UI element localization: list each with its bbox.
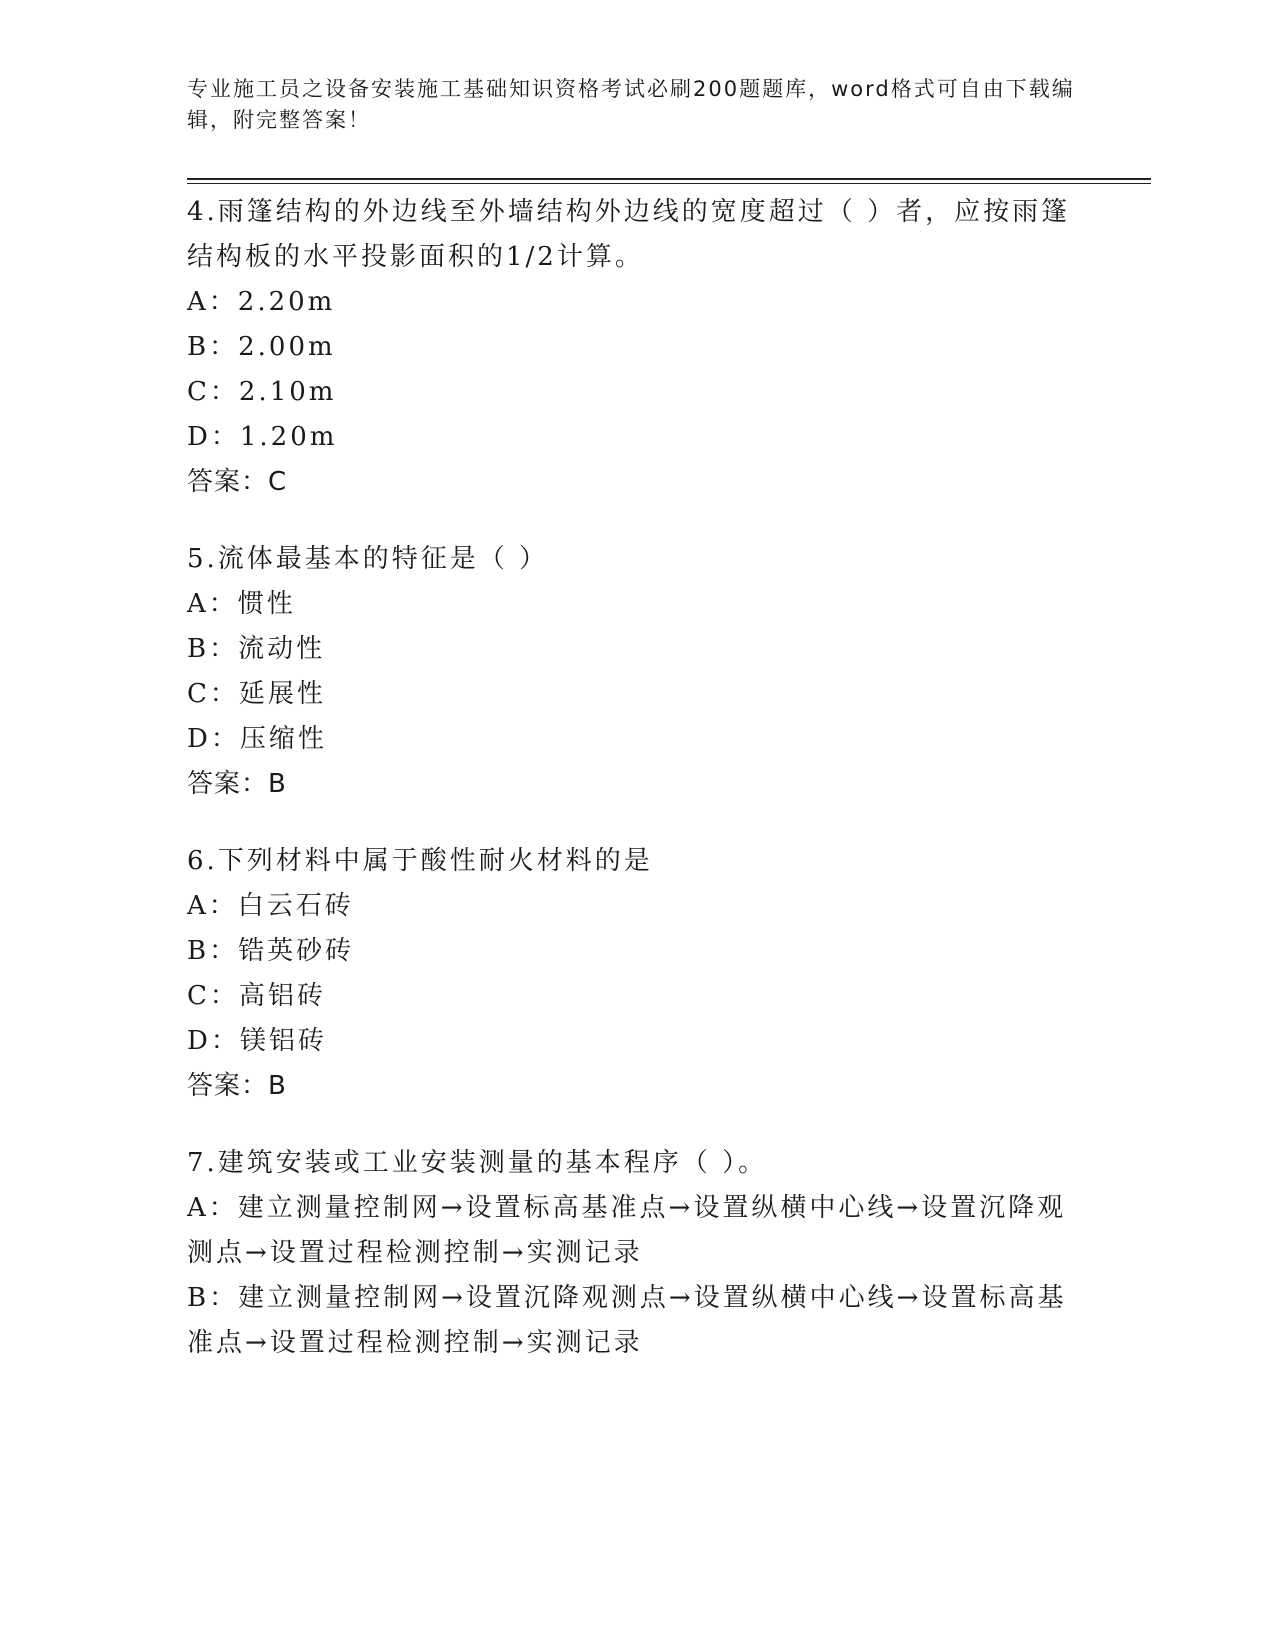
option-c: C：2.10m xyxy=(187,377,337,407)
question-6 xyxy=(187,839,1087,1109)
option-a: A：白云石砖 xyxy=(187,891,354,921)
option-c: C：延展性 xyxy=(187,679,326,709)
answer: 答案：B xyxy=(187,769,287,799)
option-b: B：建立测量控制网→设置沉降观测点→设置纵横中心线→设置标高基准点→设置过程检测控制→实测记录 xyxy=(187,1283,1067,1358)
question-stem: 5.流体最基本的特征是（ ） xyxy=(187,544,549,574)
option-b: B：流动性 xyxy=(187,634,326,664)
option-a: A：建立测量控制网→设置标高基准点→设置纵横中心线→设置沉降观测点→设置过程检测控制→实测记录 xyxy=(187,1193,1067,1268)
option-b: B：2.00m xyxy=(187,332,336,362)
question-stem: 7.建筑安装或工业安装测量的基本程序（ ）。 xyxy=(187,1148,768,1178)
question-stem: 6.下列材料中属于酸性耐火材料的是 xyxy=(187,846,653,876)
option-d: D：压缩性 xyxy=(187,724,327,754)
option-d: D：1.20m xyxy=(187,422,338,452)
option-a: A：2.20m xyxy=(187,287,336,317)
option-b: B：锆英砂砖 xyxy=(187,936,355,966)
question-4 xyxy=(187,190,1087,505)
header-rule-thin xyxy=(187,183,1151,184)
question-stem: 4.雨篷结构的外边线至外墙结构外边线的宽度超过（ ）者，应按雨篷结构板的水平投影面积的1/2计算。 xyxy=(187,197,1071,272)
option-a: A：惯性 xyxy=(187,589,296,619)
answer: 答案：B xyxy=(187,1071,287,1101)
answer: 答案：C xyxy=(187,467,288,497)
question-5 xyxy=(187,537,1087,807)
option-c: C：高铝砖 xyxy=(187,981,326,1011)
question-list xyxy=(187,190,1087,1398)
document-header: 专业施工员之设备安装施工基础知识资格考试必刷200题题库，word格式可自由下载编辑，附完整答案！ xyxy=(187,77,1075,132)
option-d: D：镁铝砖 xyxy=(187,1026,327,1056)
header-rule-thick xyxy=(187,178,1151,180)
question-7 xyxy=(187,1141,1087,1366)
